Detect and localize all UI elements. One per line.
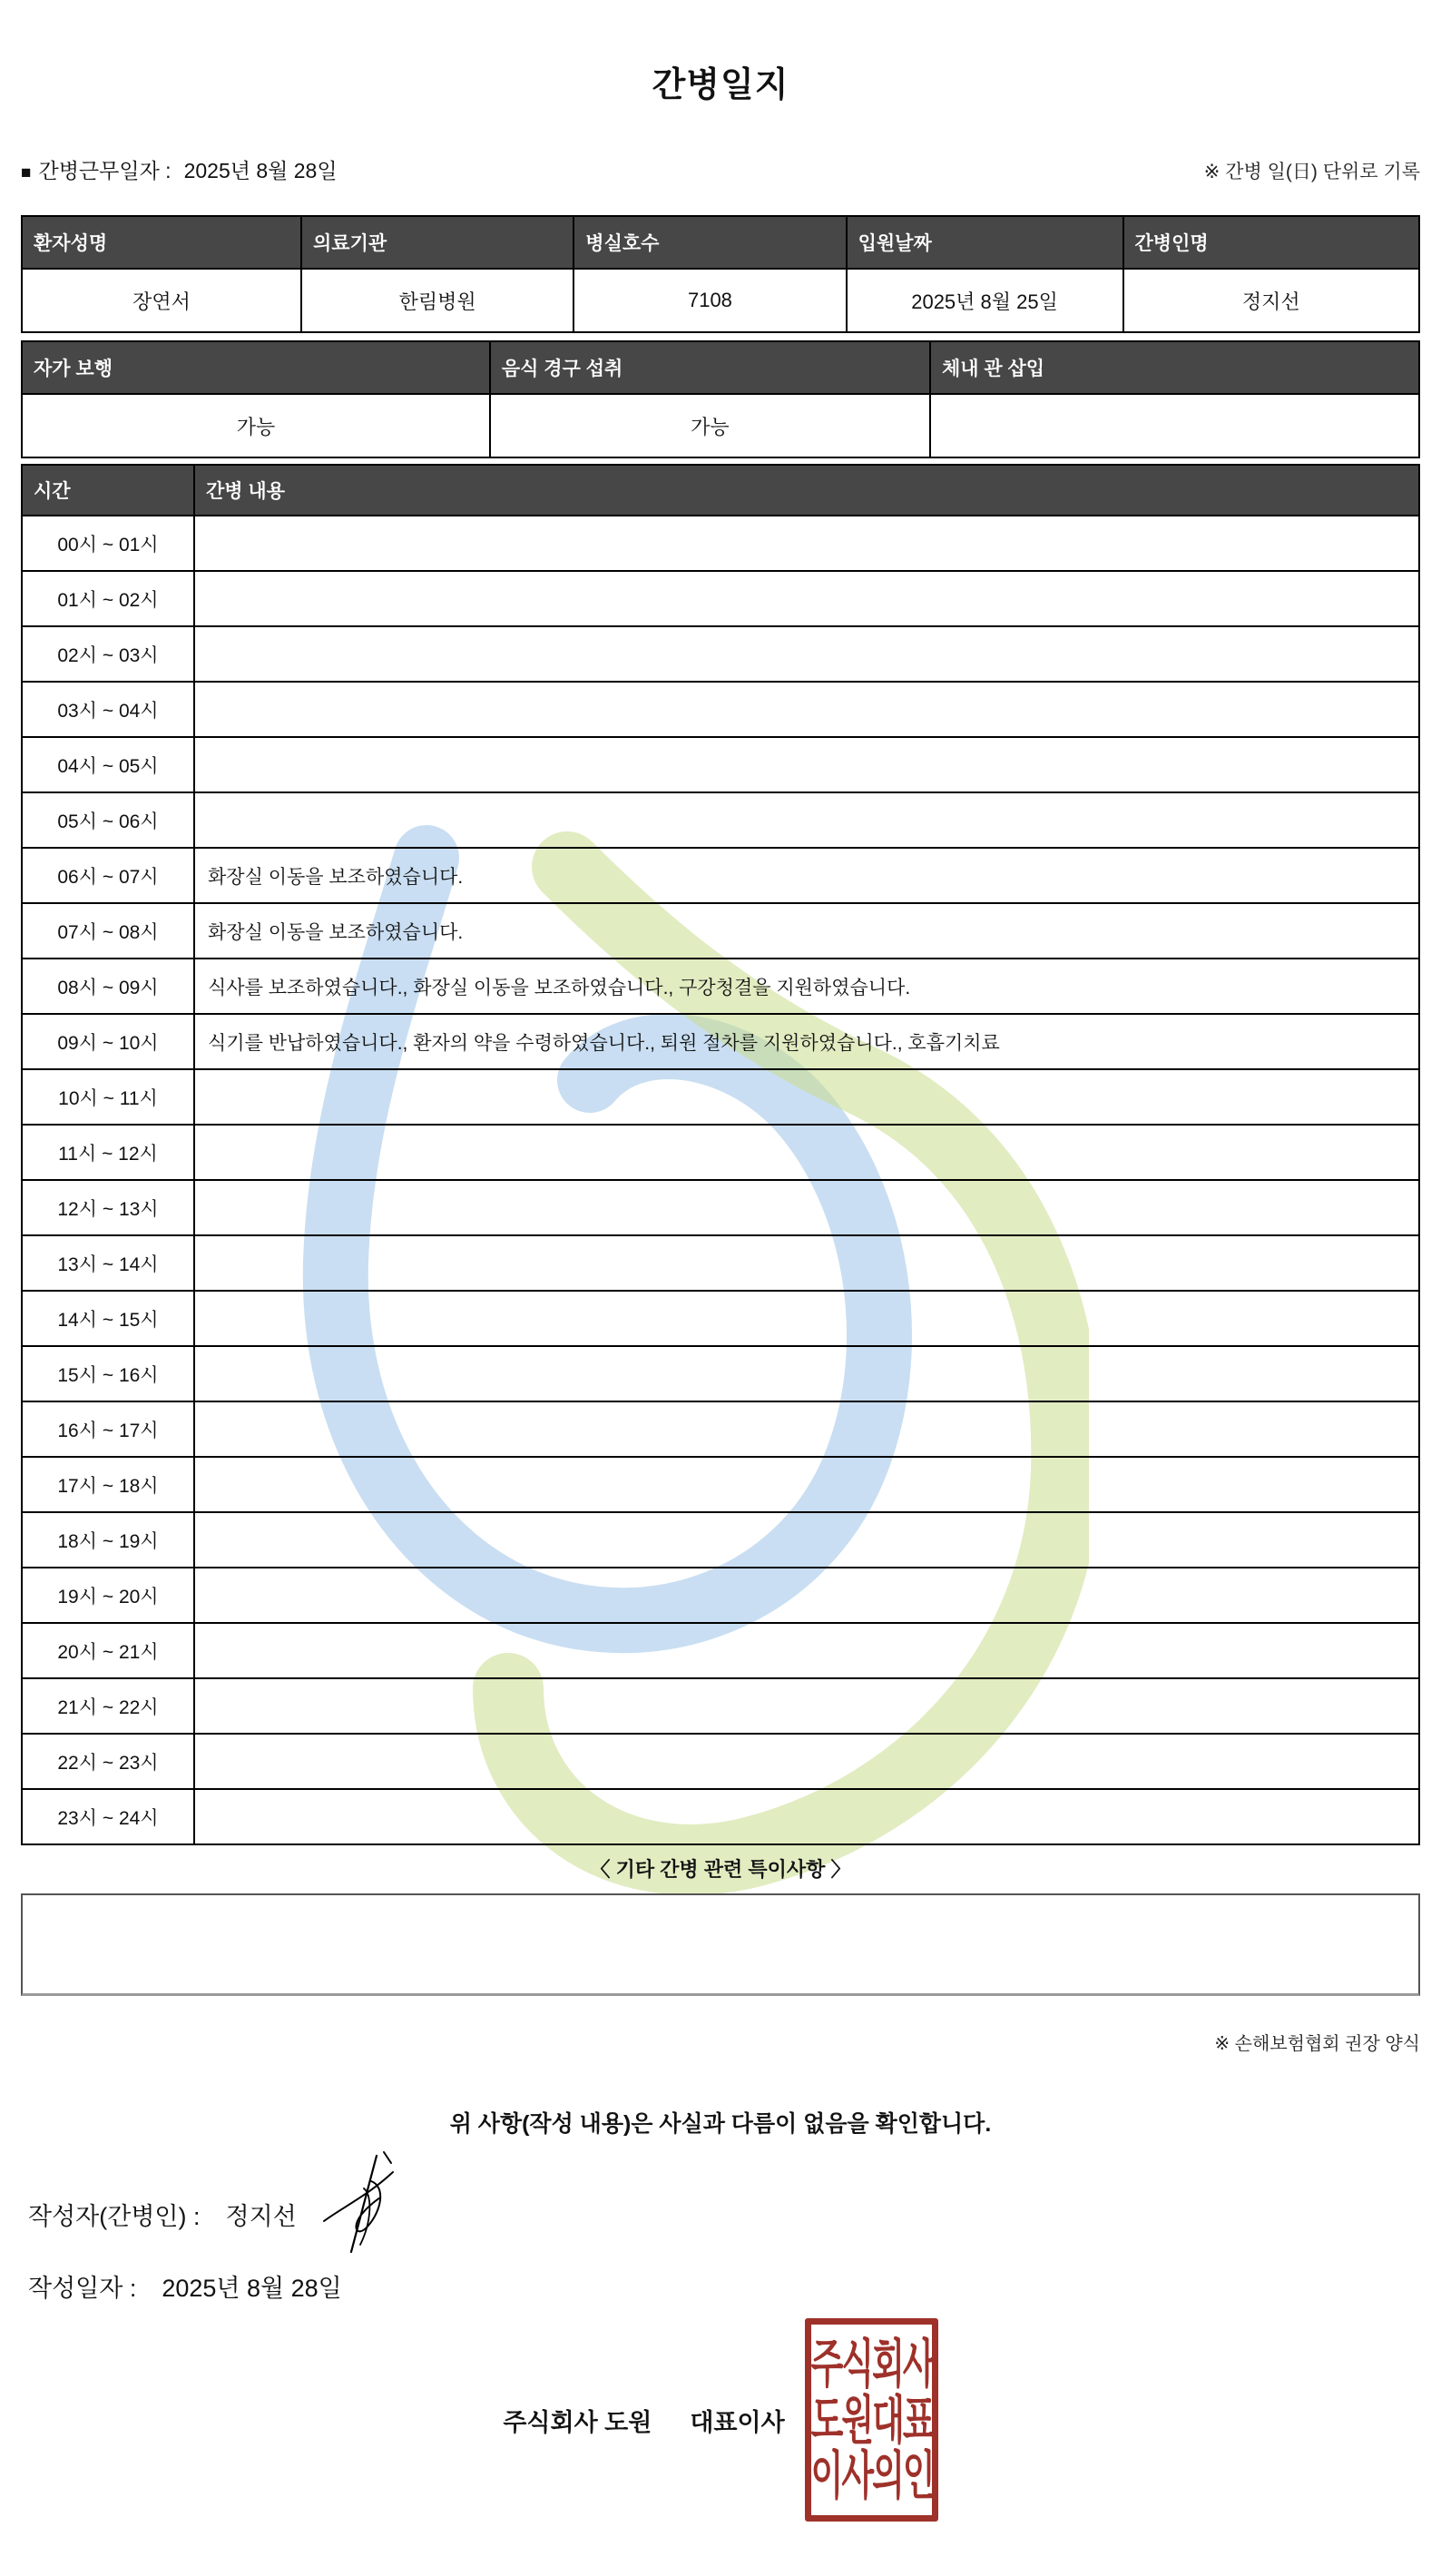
- table-row: [22, 682, 1419, 737]
- table-row: [22, 1291, 1419, 1346]
- table-row: [22, 1401, 1419, 1457]
- patient-info-header-row: [22, 216, 1419, 269]
- time-slot-cell: 10시 ~ 11시: [22, 1069, 194, 1125]
- seal-text-line: 이사의인: [810, 2446, 934, 2505]
- patient-status-value-cell: [930, 394, 1419, 457]
- table-row: [22, 1180, 1419, 1235]
- care-work-date-label: 간병근무일자 :: [38, 159, 172, 182]
- care-content-cell: [194, 1789, 1419, 1844]
- table-row: [22, 1512, 1419, 1568]
- time-slot-cell: 02시 ~ 03시: [22, 626, 194, 682]
- care-content-cell: [194, 737, 1419, 792]
- patient-info-header-cell: 입원날짜: [847, 216, 1123, 269]
- time-slot-cell: 12시 ~ 13시: [22, 1180, 194, 1235]
- patient-info-value-row: [22, 269, 1419, 332]
- time-slot-cell: 07시 ~ 08시: [22, 903, 194, 959]
- seal-text-line: 주식회사: [810, 2335, 934, 2394]
- time-slot-cell: 13시 ~ 14시: [22, 1235, 194, 1291]
- patient-status-value-cell: 가능: [22, 394, 490, 457]
- patient-info-value-cell: 정지선: [1123, 269, 1420, 332]
- content-column-header: 간병 내용: [194, 465, 1419, 516]
- company-name: 주식회사 도원: [503, 2408, 652, 2436]
- table-row: [22, 1568, 1419, 1623]
- special-notes-heading: 〈 기타 간병 관련 특이사항 〉: [590, 1858, 851, 1881]
- confirmation-statement: 위 사항(작성 내용)은 사실과 다름이 없음을 확인합니다.: [449, 2111, 992, 2137]
- patient-info-value-cell: 한림병원: [301, 269, 573, 332]
- care-content-cell: [194, 1069, 1419, 1125]
- care-content-cell: [194, 1568, 1419, 1623]
- patient-info-header-cell: 간병인명: [1123, 216, 1420, 269]
- writer-label: 작성자(간병인) :: [28, 2203, 201, 2230]
- time-column-header: 시간: [22, 465, 194, 516]
- time-slot-cell: 09시 ~ 10시: [22, 1014, 194, 1069]
- time-slot-cell: 05시 ~ 06시: [22, 792, 194, 848]
- table-row: [22, 848, 1419, 903]
- care-content-cell: [194, 1457, 1419, 1512]
- company-line: [503, 2403, 784, 2438]
- table-row: [22, 1346, 1419, 1401]
- patient-status-header-row: [22, 341, 1419, 394]
- table-row: [22, 1235, 1419, 1291]
- time-slot-cell: 23시 ~ 24시: [22, 1789, 194, 1844]
- time-slot-cell: 11시 ~ 12시: [22, 1125, 194, 1180]
- care-content-cell: 화장실 이동을 보조하였습니다.: [194, 903, 1419, 959]
- handwritten-signature: [320, 2150, 400, 2257]
- care-content-cell: [194, 1346, 1419, 1401]
- hourly-care-header-row: [22, 465, 1419, 516]
- time-slot-cell: 01시 ~ 02시: [22, 571, 194, 626]
- care-content-cell: [194, 1235, 1419, 1291]
- care-content-cell: [194, 1734, 1419, 1789]
- time-slot-cell: 06시 ~ 07시: [22, 848, 194, 903]
- unit-note: ※ 간병 일(日) 단위로 기록: [1203, 162, 1420, 182]
- patient-info-table: [21, 215, 1420, 333]
- hourly-care-table: [21, 464, 1420, 1845]
- care-content-cell: [194, 682, 1419, 737]
- care-content-cell: [194, 1125, 1419, 1180]
- care-work-date: [21, 154, 338, 184]
- form-standard-note: ※ 손해보험협회 권장 양식: [1214, 2034, 1420, 2054]
- table-row: [22, 571, 1419, 626]
- writer-row: [28, 2197, 1420, 2232]
- patient-info-value-cell: 장연서: [22, 269, 301, 332]
- company-row: [21, 2318, 1420, 2522]
- patient-status-header-cell: 음식 경구 섭취: [490, 341, 930, 394]
- ceo-title: 대표이사: [690, 2408, 785, 2436]
- care-content-cell: [194, 1180, 1419, 1235]
- table-row: [22, 1678, 1419, 1734]
- seal-text-line: 도원대표: [810, 2391, 934, 2449]
- patient-status-header-cell: 자가 보행: [22, 341, 490, 394]
- written-date-value: 2025년 8월 28일: [162, 2275, 342, 2302]
- table-row: [22, 1014, 1419, 1069]
- patient-status-value-cell: 가능: [490, 394, 930, 457]
- table-row: [22, 903, 1419, 959]
- patient-info-header-cell: 병실호수: [573, 216, 846, 269]
- patient-info-header-cell: 의료기관: [301, 216, 573, 269]
- care-content-cell: [194, 1512, 1419, 1568]
- care-content-cell: 식기를 반납하였습니다., 환자의 약을 수령하였습니다., 퇴원 절차를 지원하였습니다., 호흡기치료: [194, 1014, 1419, 1069]
- table-row: [22, 737, 1419, 792]
- table-row: [22, 1623, 1419, 1678]
- table-row: [22, 626, 1419, 682]
- care-content-cell: 화장실 이동을 보조하였습니다.: [194, 848, 1419, 903]
- table-row: [22, 1734, 1419, 1789]
- care-content-cell: [194, 1623, 1419, 1678]
- special-notes-box: [21, 1893, 1420, 1996]
- time-slot-cell: 14시 ~ 15시: [22, 1291, 194, 1346]
- patient-status-table: [21, 340, 1420, 458]
- time-slot-cell: 15시 ~ 16시: [22, 1346, 194, 1401]
- patient-info-value-cell: 2025년 8월 25일: [847, 269, 1123, 332]
- care-work-date-value: 2025년 8월 28일: [183, 159, 338, 182]
- care-content-cell: [194, 1291, 1419, 1346]
- square-bullet-icon: ■: [21, 163, 32, 182]
- time-slot-cell: 21시 ~ 22시: [22, 1678, 194, 1734]
- time-slot-cell: 18시 ~ 19시: [22, 1512, 194, 1568]
- time-slot-cell: 00시 ~ 01시: [22, 516, 194, 571]
- time-slot-cell: 17시 ~ 18시: [22, 1457, 194, 1512]
- table-row: [22, 1457, 1419, 1512]
- table-row: [22, 959, 1419, 1014]
- time-slot-cell: 22시 ~ 23시: [22, 1734, 194, 1789]
- care-content-cell: [194, 571, 1419, 626]
- time-slot-cell: 19시 ~ 20시: [22, 1568, 194, 1623]
- table-row: [22, 516, 1419, 571]
- table-row: [22, 1789, 1419, 1844]
- corporate-seal-stamp: [805, 2318, 938, 2522]
- written-date-row: [28, 2268, 1420, 2304]
- care-content-cell: 식사를 보조하였습니다., 화장실 이동을 보조하였습니다., 구강청결을 지원하였습니다.: [194, 959, 1419, 1014]
- time-slot-cell: 16시 ~ 17시: [22, 1401, 194, 1457]
- care-content-cell: [194, 792, 1419, 848]
- patient-info-value-cell: 7108: [573, 269, 846, 332]
- care-content-cell: [194, 626, 1419, 682]
- care-content-cell: [194, 1401, 1419, 1457]
- patient-status-header-cell: 체내 관 삽입: [930, 341, 1419, 394]
- page-title: 간병일지: [652, 66, 789, 104]
- patient-status-value-row: [22, 394, 1419, 457]
- writer-name: 정지선: [225, 2203, 297, 2230]
- patient-info-header-cell: 환자성명: [22, 216, 301, 269]
- table-row: [22, 792, 1419, 848]
- time-slot-cell: 03시 ~ 04시: [22, 682, 194, 737]
- written-date-label: 작성일자 :: [28, 2275, 137, 2302]
- meta-row: [21, 154, 1420, 184]
- time-slot-cell: 20시 ~ 21시: [22, 1623, 194, 1678]
- care-content-cell: [194, 1678, 1419, 1734]
- care-content-cell: [194, 516, 1419, 571]
- time-slot-cell: 08시 ~ 09시: [22, 959, 194, 1014]
- table-row: [22, 1125, 1419, 1180]
- table-row: [22, 1069, 1419, 1125]
- time-slot-cell: 04시 ~ 05시: [22, 737, 194, 792]
- hourly-care-body: [22, 516, 1419, 1844]
